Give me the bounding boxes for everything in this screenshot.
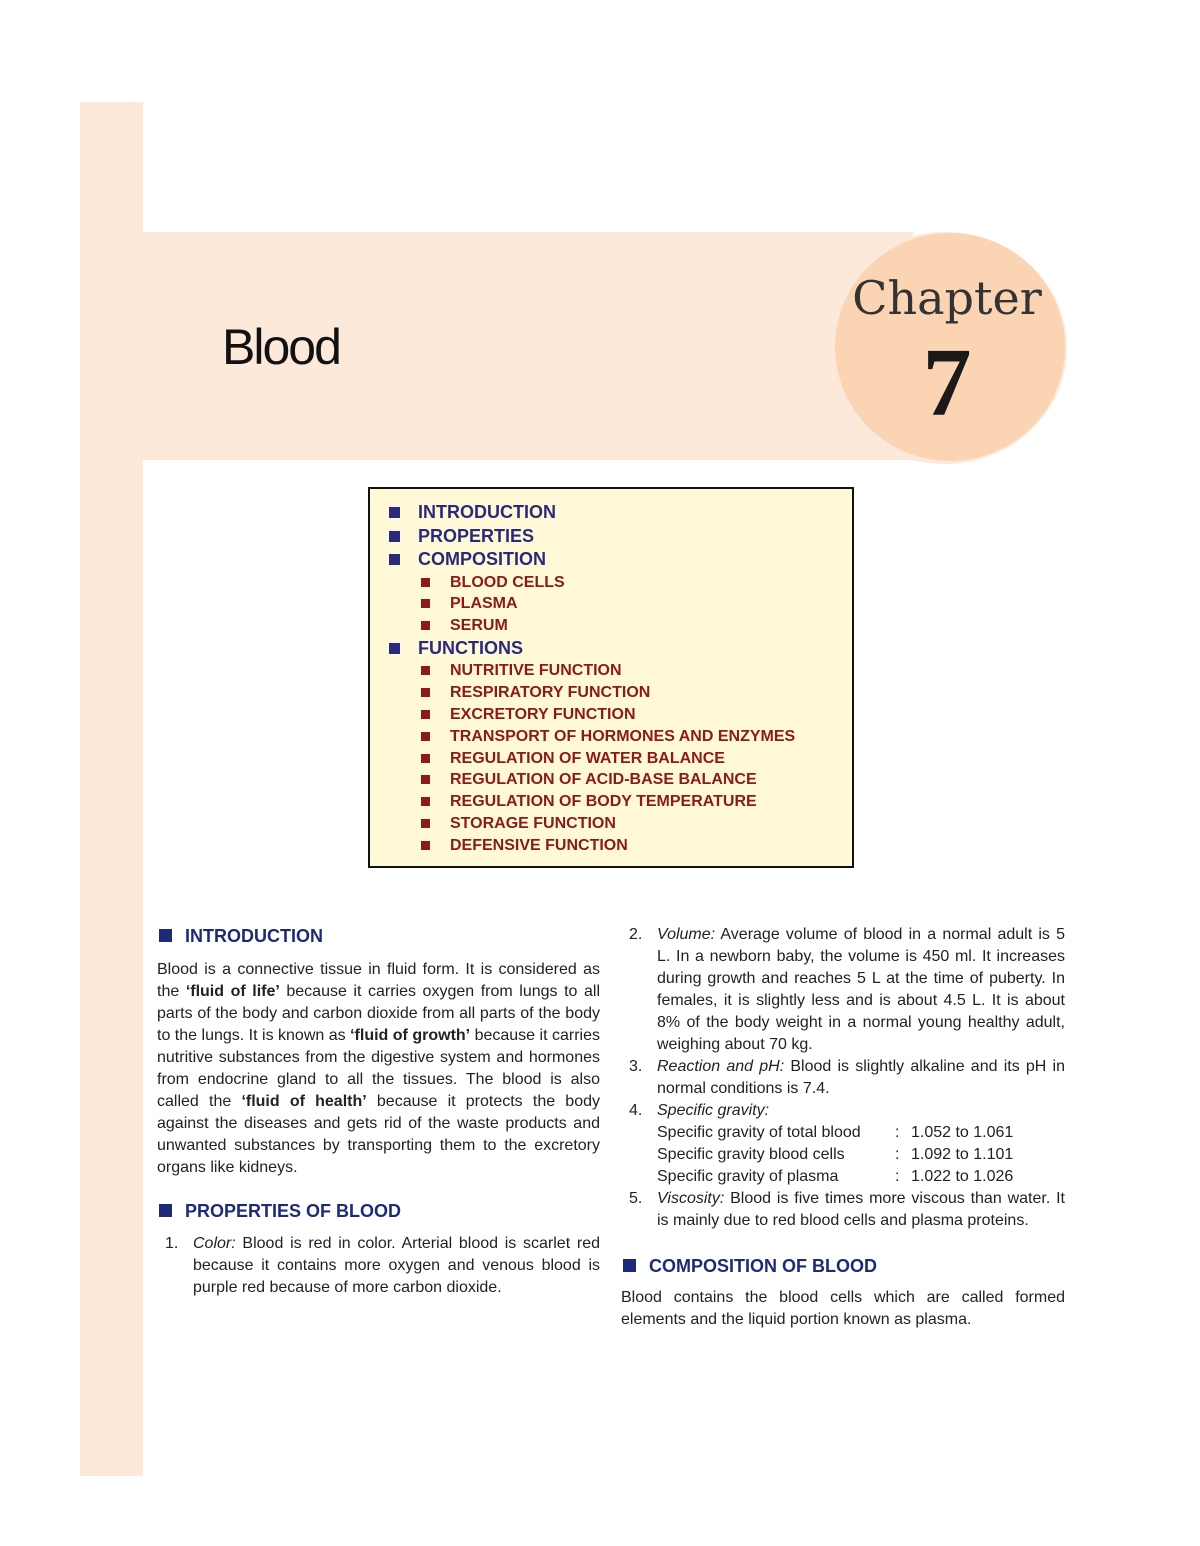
- toc-subitem: SERUM: [370, 615, 852, 637]
- toc-item: COMPOSITION: [370, 548, 852, 572]
- bullet-square-icon: [421, 621, 430, 630]
- toc-subitem: EXCRETORY FUNCTION: [370, 704, 852, 726]
- bullet-square-icon: [421, 599, 430, 608]
- toc-subitem: NUTRITIVE FUNCTION: [370, 660, 852, 682]
- bullet-square-icon: [421, 666, 430, 675]
- property-item-ph: 3. Reaction and pH: Blood is slightly alkaline and its pH in normal conditions is 7.4.: [629, 1058, 1065, 1097]
- bullet-square-icon: [421, 710, 430, 719]
- bullet-square-icon: [389, 643, 400, 654]
- toc-subitem: STORAGE FUNCTION: [370, 813, 852, 835]
- toc-subitem: PLASMA: [370, 593, 852, 615]
- bullet-square-icon: [421, 819, 430, 828]
- bullet-square-icon: [421, 841, 430, 850]
- bullet-square-icon: [421, 732, 430, 741]
- chapter-contents-box: [368, 487, 854, 868]
- toc-subitem: TRANSPORT OF HORMONES AND ENZYMES: [370, 726, 852, 748]
- bullet-square-icon: [159, 929, 172, 942]
- toc-subitem: REGULATION OF WATER BALANCE: [370, 748, 852, 770]
- bullet-square-icon: [421, 754, 430, 763]
- bullet-square-icon: [389, 554, 400, 565]
- right-column: [621, 924, 1065, 1331]
- property-item-color: 1. Color: Blood is red in color. Arterial blood is scarlet red because it contains more oxygen and venous blood is purple red because of more carbon dioxide.: [165, 1235, 600, 1296]
- toc-item: PROPERTIES: [370, 525, 852, 549]
- bullet-square-icon: [421, 797, 430, 806]
- intro-paragraph: Blood is a connective tissue in fluid form. It is considered as the ‘fluid of life’ because it carries oxygen from lungs to all parts of the body and carbon dioxide from all parts of the body to the lungs. It is known as ‘fluid of growth’ because it carries nutritive substances from the digestive system and hormones from endocrine gland to all the tissues. The blood is also called the ‘fluid of health’ because it protects the body against the diseases and gets rid of the waste products and unwanted substances by transporting them to the excretory organs like kidneys.: [157, 961, 601, 1176]
- specific-gravity-row: Specific gravity blood cells : 1.092 to 1.101: [657, 1146, 1014, 1163]
- toc-item: INTRODUCTION: [370, 501, 852, 525]
- toc-subitem: RESPIRATORY FUNCTION: [370, 682, 852, 704]
- property-item-volume: 2. Volume: Average volume of blood in a normal adult is 5 L. In a newborn baby, the volume is 450 ml. It increases during growth and reaches 5 L at the time of puberty. In females, it is slightly less and is about 4.5 L. It is about 8% of the body weight in a normal young healthy adult, weighing about 70 kg.: [629, 926, 1065, 1053]
- bullet-square-icon: [389, 507, 400, 518]
- toc-item: FUNCTIONS: [370, 637, 852, 661]
- specific-gravity-row: Specific gravity of plasma : 1.022 to 1.026: [657, 1168, 1014, 1185]
- section-heading-composition: COMPOSITION OF BLOOD: [621, 1254, 1065, 1278]
- bullet-square-icon: [421, 688, 430, 697]
- chapter-label: Chapter: [852, 271, 1042, 325]
- chapter-title: Blood: [222, 319, 340, 375]
- property-item-viscosity: 5. Viscosity: Blood is five times more viscous than water. It is mainly due to red blood cells and plasma proteins.: [629, 1190, 1065, 1229]
- specific-gravity-row: Specific gravity of total blood : 1.052 to 1.061: [657, 1124, 1014, 1141]
- bullet-square-icon: [421, 578, 430, 587]
- section-heading-introduction: INTRODUCTION: [157, 924, 600, 948]
- bullet-square-icon: [623, 1259, 636, 1272]
- bullet-square-icon: [421, 775, 430, 784]
- property-item-specific-gravity: 4. Specific gravity: Specific gravity of total blood : 1.052 to 1.061 Specific gravity blood cells : 1.092 to 1.101 Specific gravity of plasma : 1.022 to 1.026: [621, 1100, 1065, 1188]
- chapter-number: 7: [922, 329, 972, 437]
- toc-subitem: REGULATION OF BODY TEMPERATURE: [370, 791, 852, 813]
- bullet-square-icon: [389, 531, 400, 542]
- toc-subitem: REGULATION OF ACID-BASE BALANCE: [370, 769, 852, 791]
- side-decor-strip: [80, 102, 143, 1476]
- toc-subitem: DEFENSIVE FUNCTION: [370, 835, 852, 857]
- bullet-square-icon: [159, 1204, 172, 1217]
- section-heading-properties: PROPERTIES OF BLOOD: [157, 1199, 600, 1223]
- chapter-badge: [835, 233, 1065, 461]
- toc-subitem: BLOOD CELLS: [370, 572, 852, 594]
- composition-paragraph: Blood contains the blood cells which are called formed elements and the liquid portion known as plasma.: [621, 1289, 1065, 1328]
- left-column: [157, 924, 600, 1299]
